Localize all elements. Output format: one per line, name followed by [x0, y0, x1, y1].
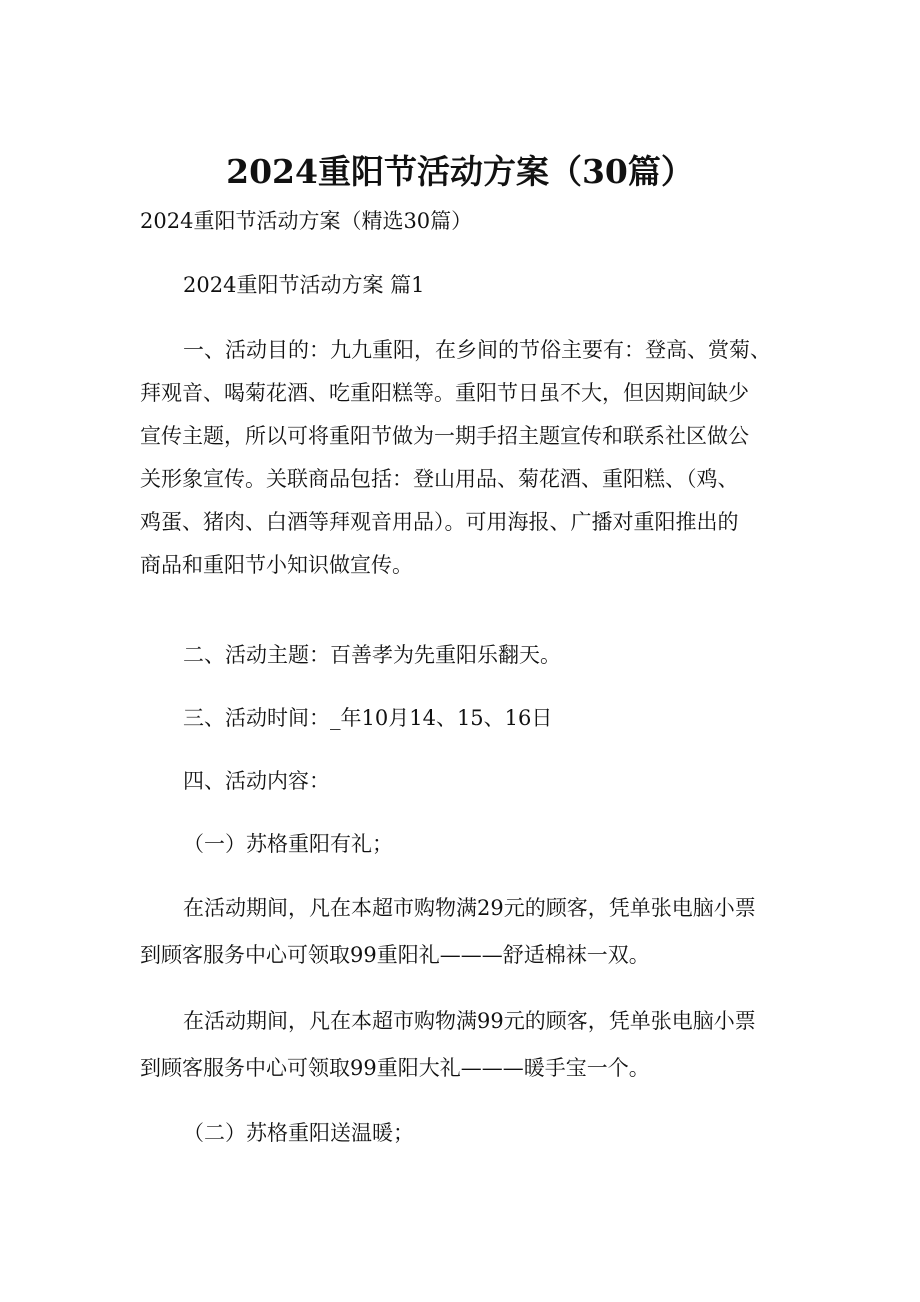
document-subtitle: 2024重阳节活动方案（精选30篇）	[140, 209, 473, 233]
paragraph-purpose-line: 宣传主题，所以可将重阳节做为一期手招主题宣传和联系社区做公	[140, 424, 749, 448]
subsection-heading-gift: （一）苏格重阳有礼；	[183, 832, 393, 856]
paragraph-gift-line: 在活动期间，凡在本超市购物满29元的顾客，凭单张电脑小票	[183, 896, 756, 920]
paragraph-purpose-line: 一、活动目的：九九重阳，在乡间的节俗主要有：登高、赏菊、	[183, 338, 771, 362]
document-title: 2024重阳节活动方案（30篇）	[226, 152, 694, 191]
paragraph-big-gift-line: 在活动期间，凡在本超市购物满99元的顾客，凭单张电脑小票	[183, 1009, 756, 1033]
paragraph-purpose-line: 关形象宣传。关联商品包括：登山用品、菊花酒、重阳糕、（鸡、	[140, 467, 739, 491]
content-heading: 四、活动内容：	[183, 769, 330, 793]
paragraph-time: 三、活动时间：_年10月14、15、16日	[183, 706, 553, 730]
paragraph-theme: 二、活动主题：百善孝为先重阳乐翻天。	[183, 643, 561, 667]
subsection-heading-warmth: （二）苏格重阳送温暖；	[183, 1121, 414, 1145]
section-heading: 2024重阳节活动方案 篇1	[183, 273, 425, 297]
paragraph-purpose-line: 拜观音、喝菊花酒、吃重阳糕等。重阳节日虽不大，但因期间缺少	[140, 381, 749, 405]
paragraph-purpose-line: 鸡蛋、猪肉、白酒等拜观音用品）。可用海报、广播对重阳推出的	[140, 510, 739, 534]
paragraph-gift-line: 到顾客服务中心可领取99重阳礼———舒适棉袜一双。	[140, 943, 650, 967]
paragraph-big-gift-line: 到顾客服务中心可领取99重阳大礼———暖手宝一个。	[140, 1056, 650, 1080]
paragraph-purpose-line: 商品和重阳节小知识做宣传。	[140, 553, 413, 577]
